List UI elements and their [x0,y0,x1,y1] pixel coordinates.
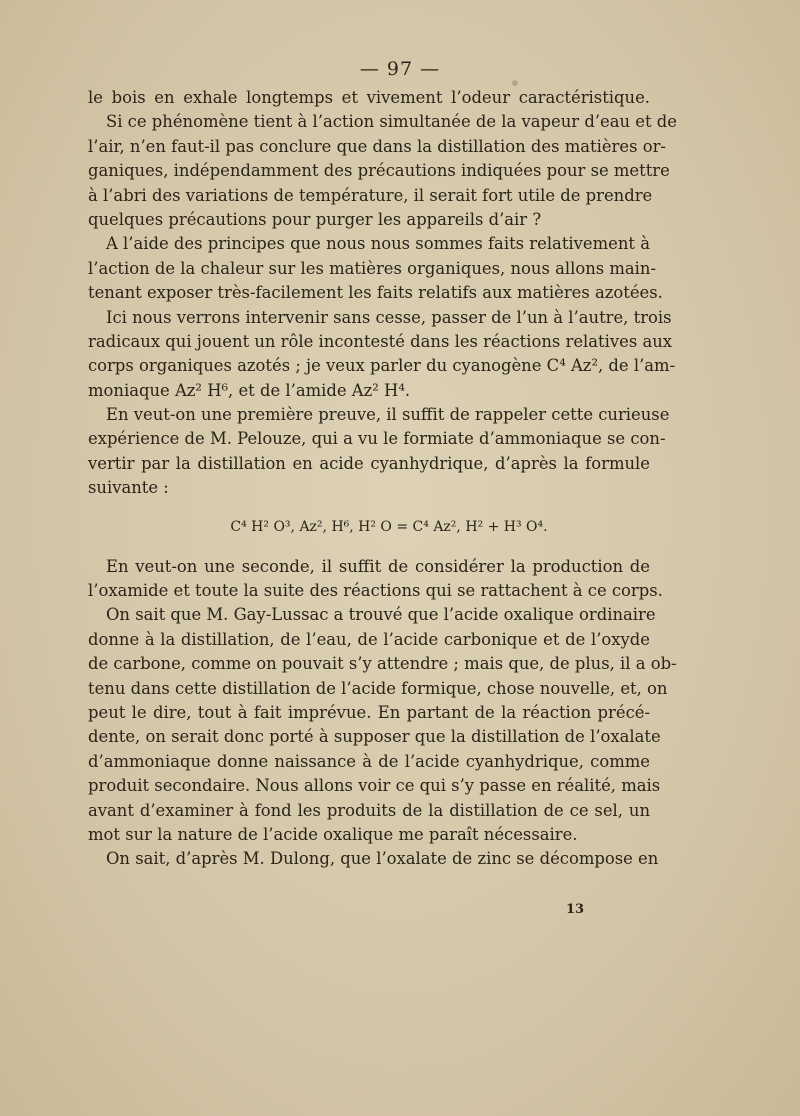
text-line: l’action de la chaleur sur les matières organiques, nous allons main- [88,258,657,278]
text-line: On sait, d’après M. Dulong, que l’oxalate de zinc se décompose en [106,849,659,869]
text-line: On sait que M. Gay-Lussac a trouvé que l’acide oxalique ordinaire [106,605,656,625]
signature-mark: 13 [566,902,585,917]
text-line: moniaque Az² H⁶, et de l’amide Az² H⁴. [88,380,411,400]
text-line: ganiques, indépendamment des précautions indiquées pour se mettre [88,161,670,181]
text-line: Si ce phénomène tient à l’action simultanée de la vapeur d’eau et de [106,112,677,132]
text-line: produit secondaire. Nous allons voir ce qui s’y passe en réalité, mais [88,776,661,796]
text-line: donne à la distillation, de l’eau, de l’acide carbonique et de l’oxyde [88,629,650,649]
text-line: l’oxamide et toute la suite des réactions qui se rattachent à ce corps. [88,581,663,601]
text-line: tenant exposer très-facilement les faits relatifs aux matières azotées. [88,283,663,303]
text-line: l’air, n’en faut-il pas conclure que dans la distillation des matières or- [88,136,666,156]
text-line: corps organiques azotés ; je veux parler du cyanogène C⁴ Az², de l’am- [88,356,676,376]
text-line: suivante : [88,478,169,498]
text-line: En veut-on une seconde, il suffit de considérer la production de [106,556,650,576]
chemical-formula: C⁴ H² O³, Az², H⁶, H² O = C⁴ Az², H² + H³ O⁴. [230,518,548,535]
text-line: dente, on serait donc porté à supposer que la distillation de l’oxalate [88,727,661,747]
text-line: de carbone, comme on pouvait s’y attendre ; mais que, de plus, il a ob- [88,654,677,674]
text-line: avant d’examiner à fond les produits de la distillation de ce sel, un [88,800,650,820]
page-number: — 97 — [359,58,441,80]
text-line: Ici nous verrons intervenir sans cesse, passer de l’un à l’autre, trois [106,307,672,327]
text-line: à l’abri des variations de température, il serait fort utile de prendre [88,185,653,205]
text-line: d’ammoniaque donne naissance à de l’acide cyanhydrique, comme [88,751,650,771]
text-line: vertir par la distillation en acide cyanhydrique, d’après la formule [88,453,650,473]
body-text [88,86,677,872]
text-line: tenu dans cette distillation de l’acide formique, chose nouvelle, et, on [88,678,668,698]
text-line: le bois en exhale longtemps et vivement l’odeur caractéristique. [88,88,650,107]
text-line: A l’aide des principes que nous nous sommes faits relativement à [106,234,650,254]
text-line: peut le dire, tout à fait imprévue. En partant de la réaction précé- [88,702,650,722]
text-line: quelques précautions pour purger les appareils d’air ? [88,209,542,229]
text-line: expérience de M. Pelouze, qui a vu le formiate d’ammoniaque se con- [88,429,666,449]
text-line: En veut-on une première preuve, il suffit de rappeler cette curieuse [106,405,670,425]
text-line: radicaux qui jouent un rôle incontesté dans les réactions relatives aux [88,331,673,351]
text-line: mot sur la nature de l’acide oxalique me paraît nécessaire. [88,824,578,844]
